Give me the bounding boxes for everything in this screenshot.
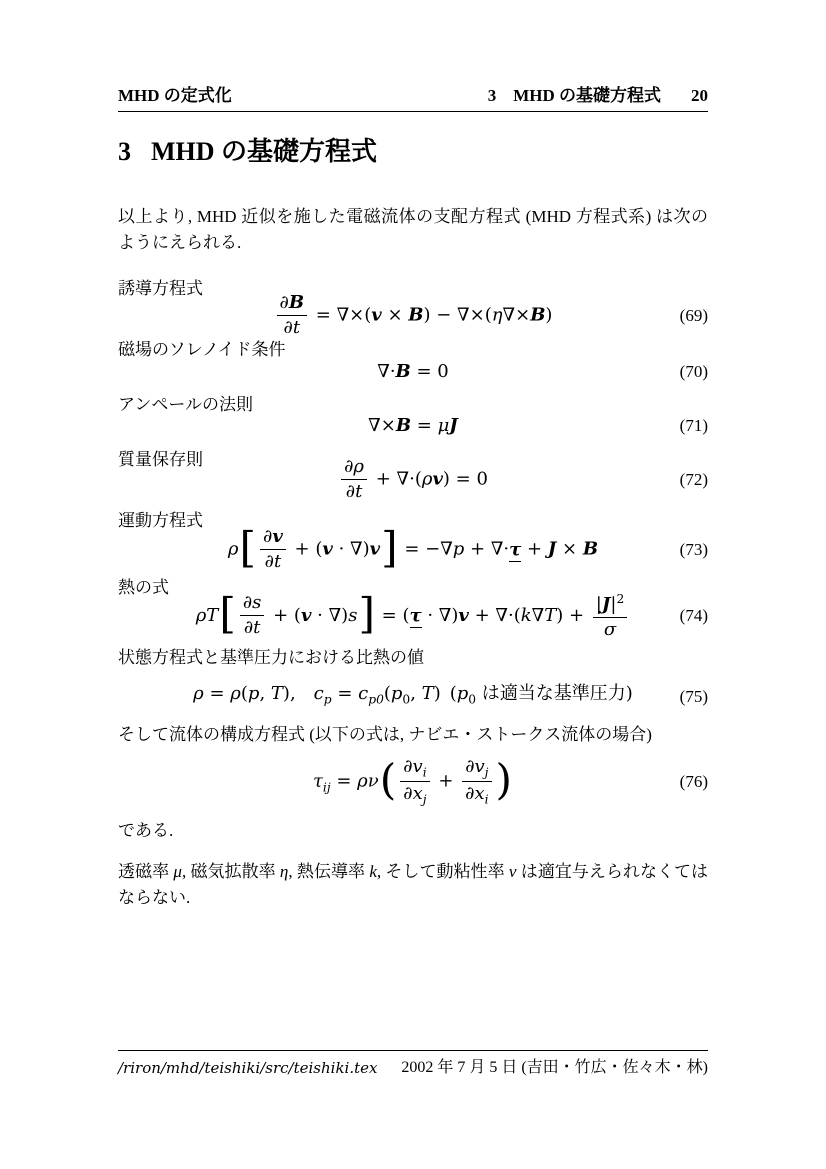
equation-72 (118, 457, 708, 503)
equation-72-formula: $\frac{\partial\rho}{\partial t}$ + ∇·(ρv) = 0 (338, 457, 488, 502)
equation-75 (118, 684, 708, 710)
section-number: 3 (118, 137, 131, 166)
equation-70-number: (70) (679, 362, 708, 381)
equation-72-number: (72) (679, 470, 708, 489)
header-right-group (488, 86, 708, 106)
header-page-number: 20 (691, 86, 708, 105)
equation-71 (118, 414, 708, 438)
equation-label-mass-conservation: 質量保存則 (118, 450, 203, 469)
equation-76-formula: $\tau_{ij} = \rho\nu$( $\frac{\partial v_i}{\partial x_j}$ + $\frac{\partial v_j}{\partial x_i}$ ) (312, 754, 513, 807)
page-footer (118, 1050, 708, 1078)
equation-label-constitutive: そして流体の構成方程式 (以下の式は, ナビエ・ストークス流体の場合) (118, 725, 652, 744)
equation-69-number: (69) (679, 306, 708, 325)
equation-71-number: (71) (679, 416, 708, 435)
intro-paragraph: 以上より, MHD 近似を施した電磁流体の支配方程式 (MHD 方程式系) は次のようにえられる. (118, 207, 708, 252)
page-header (118, 86, 708, 112)
equation-74 (118, 590, 708, 642)
equation-69-formula: $\frac{\partial B}{\partial t}$ = ∇×(v × B) − ∇×(η∇×B) (274, 293, 553, 338)
equation-label-ampere: アンペールの法則 (118, 395, 253, 414)
equation-73-number: (73) (679, 540, 708, 559)
footer-file-path: /riron/mhd/teishiki/src/teishiki.tex (118, 1059, 378, 1077)
equation-74-formula: ρT[ $\frac{\partial s}{\partial t}$ + (v · ∇)s] = (τ · ∇)v + ∇·(k∇T) + $\frac{|J|^2}{\sigma}$ (196, 592, 631, 640)
equation-73 (118, 524, 708, 576)
equation-label-induction: 誘導方程式 (118, 279, 203, 298)
parameters-note: 透磁率 μ, 磁気拡散率 η, 熱伝導率 k, そして動粘性率 ν は適宜与えられなくてはならない. (118, 862, 709, 907)
equation-label-state: 状態方程式と基準圧力における比熱の値 (118, 648, 424, 667)
equation-71-formula: ∇×B = μJ (368, 415, 458, 436)
equation-75-number: (75) (679, 687, 708, 706)
equation-70 (118, 360, 708, 384)
equation-75-formula: ρ = ρ(p, T), $c_p = c_{p0}(p_0$, T) ($p_0$ は適当な基準圧力) (193, 683, 633, 707)
footer-date-authors: 2002 年 7 月 5 日 (吉田・竹広・佐々木・林) (401, 1059, 708, 1076)
equation-76 (118, 755, 708, 809)
header-section-ref: 3 MHD の基礎方程式 (487, 86, 661, 105)
equation-74-number: (74) (679, 606, 708, 625)
text-column (118, 0, 708, 1169)
section-title (118, 137, 377, 167)
equation-label-heat: 熱の式 (118, 578, 169, 597)
section-title-text: MHD の基礎方程式 (151, 137, 378, 166)
equation-label-momentum: 運動方程式 (118, 511, 203, 530)
equation-69 (118, 293, 708, 339)
closing-sentence: である. (118, 821, 174, 840)
equation-label-solenoidal: 磁場のソレノイド条件 (118, 340, 286, 359)
equation-73-formula: ρ[ $\frac{\partial v}{\partial t}$ + (v · ∇)v] = −∇p + ∇·τ + J × B (227, 522, 599, 572)
equation-70-formula: ∇·B = 0 (377, 361, 449, 382)
equation-76-number: (76) (679, 772, 708, 791)
header-running-title: MHD の定式化 (118, 86, 232, 105)
